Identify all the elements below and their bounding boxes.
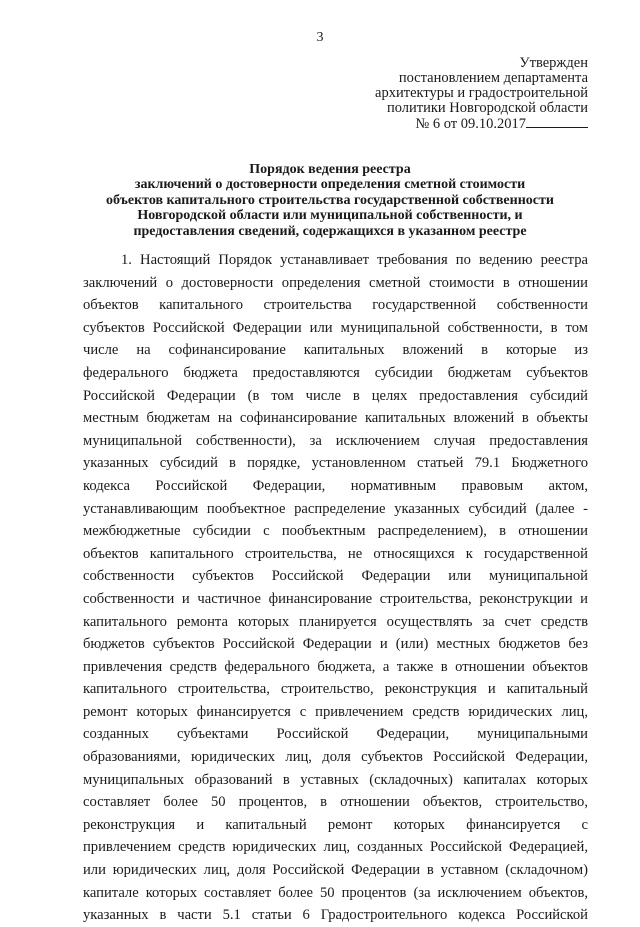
body-line: бюджетов субъектов Российской Федерации и (или) местных бюджетов без [83, 636, 588, 653]
body-line: заключений о достоверности определения сметной стоимости в отношении [83, 274, 588, 291]
approval-line-1: Утвержден [519, 55, 588, 71]
page-number: 3 [316, 30, 324, 45]
title-line-4: Новгородской области или муниципальной собственности, и [137, 208, 523, 224]
body-line: объектов капитального строительства государственной собственности [83, 297, 588, 314]
body-line: устанавливающим пообъектное распределение указанных субсидий (далее - [83, 500, 588, 517]
body-line: указанных субсидий в порядке, установленном статьей 79.1 Бюджетного [83, 455, 588, 472]
body-line: указанных в части 5.1 статьи 6 Градостроительного кодекса Российской [83, 907, 588, 924]
body-line: субъектов Российской Федерации или муниципальной собственности, в том [83, 319, 588, 336]
signature-underline [526, 116, 588, 128]
body-line: местным бюджетам на софинансирование капитальных вложений в объекты [83, 410, 588, 427]
body-line: межбюджетные субсидии с пообъектным распределением), в отношении [83, 523, 588, 540]
body-line: привлечением средств юридических лиц, созданных Российской Федерацией, [83, 839, 588, 856]
body-line: федерального бюджета предоставляются субсидии бюджетам субъектов [83, 364, 588, 381]
body-line: 1. Настоящий Порядок устанавливает требования по ведению реестра [121, 252, 588, 268]
title-line-5: предоставления сведений, содержащихся в указанном реестре [133, 223, 527, 239]
approval-line-5 [375, 116, 588, 132]
body-line: ремонт которых финансируется с привлечением средств юридических лиц, [83, 703, 588, 720]
title-line-1: Порядок ведения реестра [249, 162, 411, 177]
approval-line-3: архитектуры и градостроительной [375, 85, 588, 101]
body-line: образованиями, юридических лиц, доля субъектов Российской Федерации, [83, 749, 588, 766]
body-line: объектов капитального строительства, не относящихся к государственной [83, 545, 588, 562]
approval-number-date: № 6 от 09.10.2017 [415, 116, 526, 132]
body-line: капитального строительства, строительство, реконструкция и капитальный [83, 681, 588, 698]
body-line: составляет более 50 процентов, в отношении объектов, строительство, [83, 794, 588, 811]
title-line-2: заключений о достоверности определения сметной стоимости [134, 177, 526, 193]
approval-line-4: политики Новгородской области [386, 100, 588, 116]
body-line: или юридических лиц, доля Российской Федерации в уставном (складочном) [83, 862, 588, 879]
body-line: собственности и частичное финансирование строительства, реконструкции и [83, 590, 588, 607]
body-line: собственности субъектов Российской Федерации или муниципальной [83, 568, 588, 585]
body-line: привлечения средств федерального бюджета, а также в отношении объектов [83, 658, 588, 675]
body-line: числе на софинансирование капитальных вложений в которые из [83, 342, 588, 359]
approval-line-2: постановлением департамента [398, 70, 588, 86]
body-line: капитального ремонта которых планируется осуществлять за счет средств [83, 613, 588, 630]
document-title [80, 162, 580, 239]
body-paragraph [83, 249, 588, 927]
approval-stamp [375, 56, 588, 132]
body-line: созданных субъектами Российской Федерации, муниципальными [83, 726, 588, 743]
body-line: муниципальной собственности), за исключением случая предоставления [83, 432, 588, 449]
body-line: муниципальных образований в уставных (складочных) капиталах которых [83, 771, 588, 788]
title-line-3: объектов капитального строительства государственной собственности [106, 192, 554, 208]
body-line: капитале которых составляет более 50 процентов (за исключением объектов, [83, 884, 588, 901]
body-line: реконструкция и капитальный ремонт которых финансируется с [83, 816, 588, 833]
body-line: Российской Федерации (в том числе в целях предоставления субсидий [83, 387, 588, 404]
body-line: кодекса Российской Федерации, нормативным правовым актом, [83, 477, 588, 494]
